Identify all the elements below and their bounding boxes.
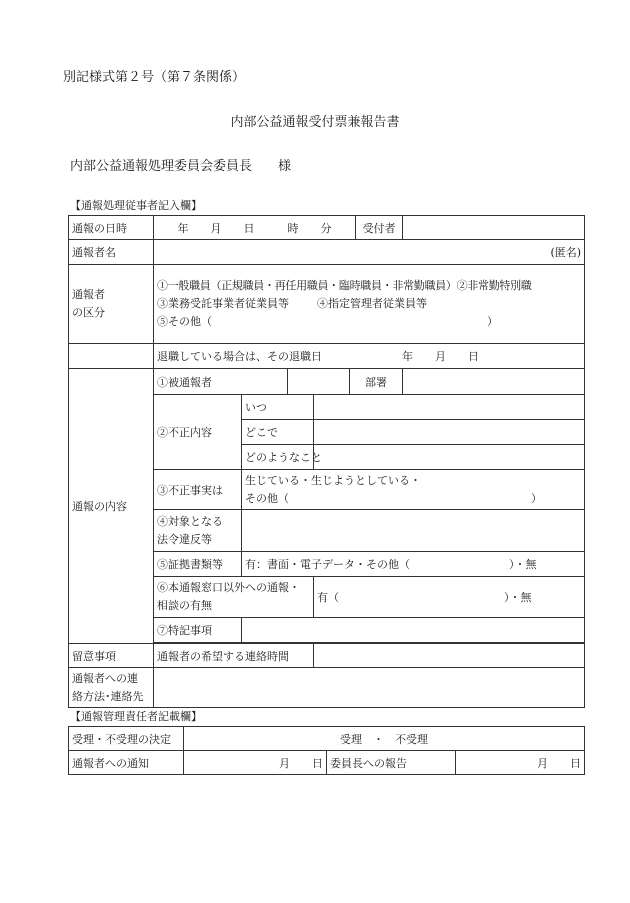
decision-options[interactable]: 受理 ・ 不受理 <box>184 727 585 751</box>
what-label: どのようなこと <box>242 445 314 470</box>
date-field[interactable]: 年 月 日 時 分 <box>154 216 356 240</box>
special-notes-field[interactable] <box>242 618 585 643</box>
reporter-name-field[interactable] <box>154 240 585 265</box>
report-date-field[interactable]: 月 日 <box>456 751 585 775</box>
when-label: いつ <box>242 395 314 420</box>
other-report-label: ⑥本通報窓口以外への通報・ 相談の有無 <box>154 577 314 618</box>
contact-time-label: 通報者の希望する連絡時間 <box>154 644 314 668</box>
evidence-label: ⑤証拠書類等 <box>154 552 242 577</box>
law-violation-field[interactable] <box>242 510 585 552</box>
reporter-category-options[interactable]: ①一般職員（正規職員・再任用職員・臨時職員・非常勤職員）②非常勤特別職 ③業務受託事業者従業員等 ④指定管理者従業員等 ⑤その他（ ） <box>154 265 585 344</box>
date-label: 通報の日時 <box>69 216 154 240</box>
misconduct-label: ②不正内容 <box>154 395 242 470</box>
department-label: 部署 <box>350 369 403 395</box>
notes-label: 留意事項 <box>69 644 154 668</box>
form-number: 別記様式第２号（第７条関係） <box>63 70 246 85</box>
fact-options[interactable]: 生じている・生じようとしている・ その他（ ） <box>242 470 585 510</box>
reported-person-label: ①被通報者 <box>154 369 288 395</box>
notify-date-field[interactable]: 月 日 <box>184 751 327 775</box>
law-violation-label: ④対象となる 法令違反等 <box>154 510 242 552</box>
retired-date-field[interactable]: 退職している場合は、その退職日 年 月 日 <box>154 344 585 369</box>
contact-time-field[interactable] <box>314 644 585 668</box>
intake-form-table <box>68 215 585 708</box>
reporter-category-label: 通報者 の区分 <box>69 265 154 344</box>
where-label: どこで <box>242 420 314 445</box>
addressee: 内部公益通報処理委員会委員長 様 <box>70 159 292 174</box>
receiver-field[interactable] <box>403 216 585 240</box>
retired-label-cell <box>69 344 154 369</box>
reporter-name-label: 通報者名 <box>69 240 154 265</box>
manager-record-table <box>68 726 585 775</box>
contact-method-label: 通報者への連 絡方法･連絡先 <box>69 668 154 708</box>
decision-label: 受理・不受理の決定 <box>69 727 184 751</box>
receiver-label: 受付者 <box>356 216 403 240</box>
evidence-options[interactable]: 有：書面・電子データ・その他（ ）・無 <box>242 552 585 577</box>
other-report-options[interactable]: 有（ ）・無 <box>314 577 585 618</box>
contact-method-field[interactable] <box>154 668 585 708</box>
report-label: 委員長への報告 <box>327 751 456 775</box>
section2-heading: 【通報管理責任者記載欄】 <box>70 710 202 723</box>
where-field[interactable] <box>314 420 585 445</box>
what-field[interactable] <box>314 445 585 470</box>
when-field[interactable] <box>314 395 585 420</box>
notify-label: 通報者への通知 <box>69 751 184 775</box>
section1-heading: 【通報処理従事者記入欄】 <box>70 199 202 212</box>
special-notes-label: ⑦特記事項 <box>154 618 242 643</box>
reported-person-field[interactable] <box>288 369 350 395</box>
anonymous-note: (匿名) <box>550 246 582 259</box>
content-label: 通報の内容 <box>69 369 154 644</box>
page-title: 内部公益通報受付票兼報告書 <box>230 115 400 130</box>
department-field[interactable] <box>403 369 585 395</box>
fact-label: ③不正事実は <box>154 470 242 510</box>
